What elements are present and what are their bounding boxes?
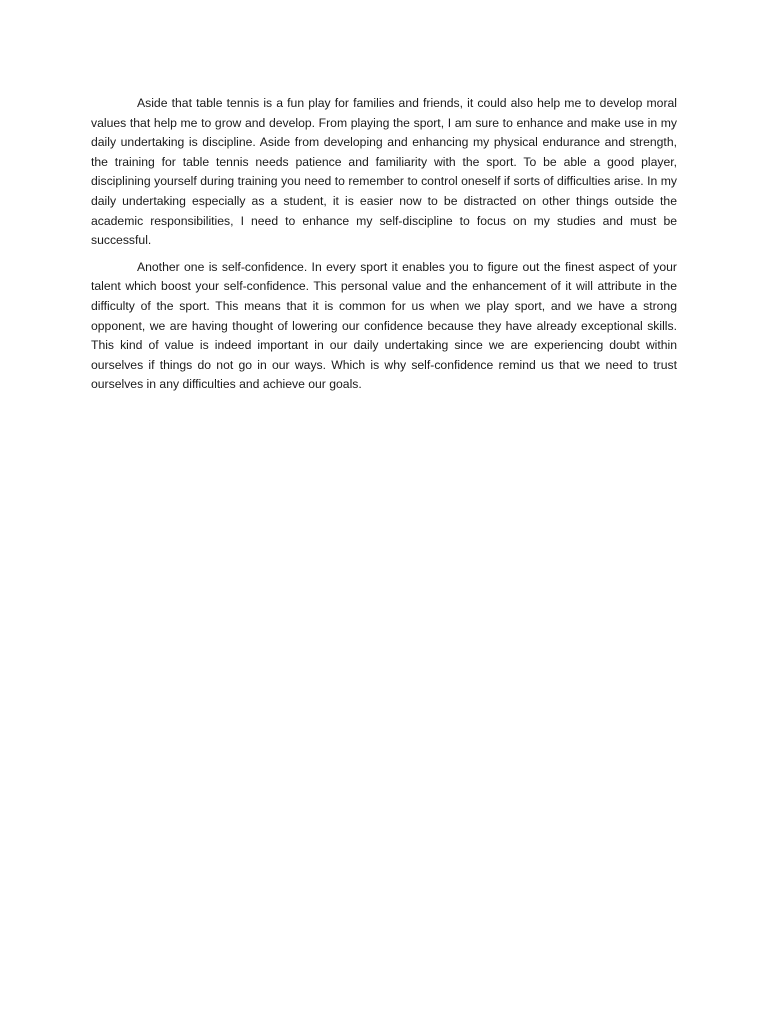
- paragraph-self-confidence: Another one is self-confidence. In every sport it enables you to figure out the finest aspect of your talent which boost your self-confidence. This personal value and the enhancement of it will attribute in the difficulty of the sport. This means that it is common for us when we play sport, and we have a strong opponent, we are having thought of lowering our confidence because they have already exceptional skills. This kind of value is indeed important in our daily undertaking since we are experiencing doubt within ourselves if things do not go in our ways. Which is why self-confidence remind us that we need to trust ourselves in any difficulties and achieve our goals.: [91, 259, 677, 392]
- document-body: [91, 94, 677, 402]
- paragraph-discipline: Aside that table tennis is a fun play for families and friends, it could also help me to develop moral values that help me to grow and develop. From playing the sport, I am sure to enhance and make use in my daily undertaking is discipline. Aside from developing and enhancing my physical endurance and strength, the training for table tennis needs patience and familiarity with the sport. To be able a good player, disciplining yourself during training you need to remember to control oneself if sorts of difficulties arise. In my daily undertaking especially as a student, it is easier now to be distracted on other things outside the academic responsibilities, I need to enhance my self-discipline to focus on my studies and must be successful.: [91, 96, 677, 248]
